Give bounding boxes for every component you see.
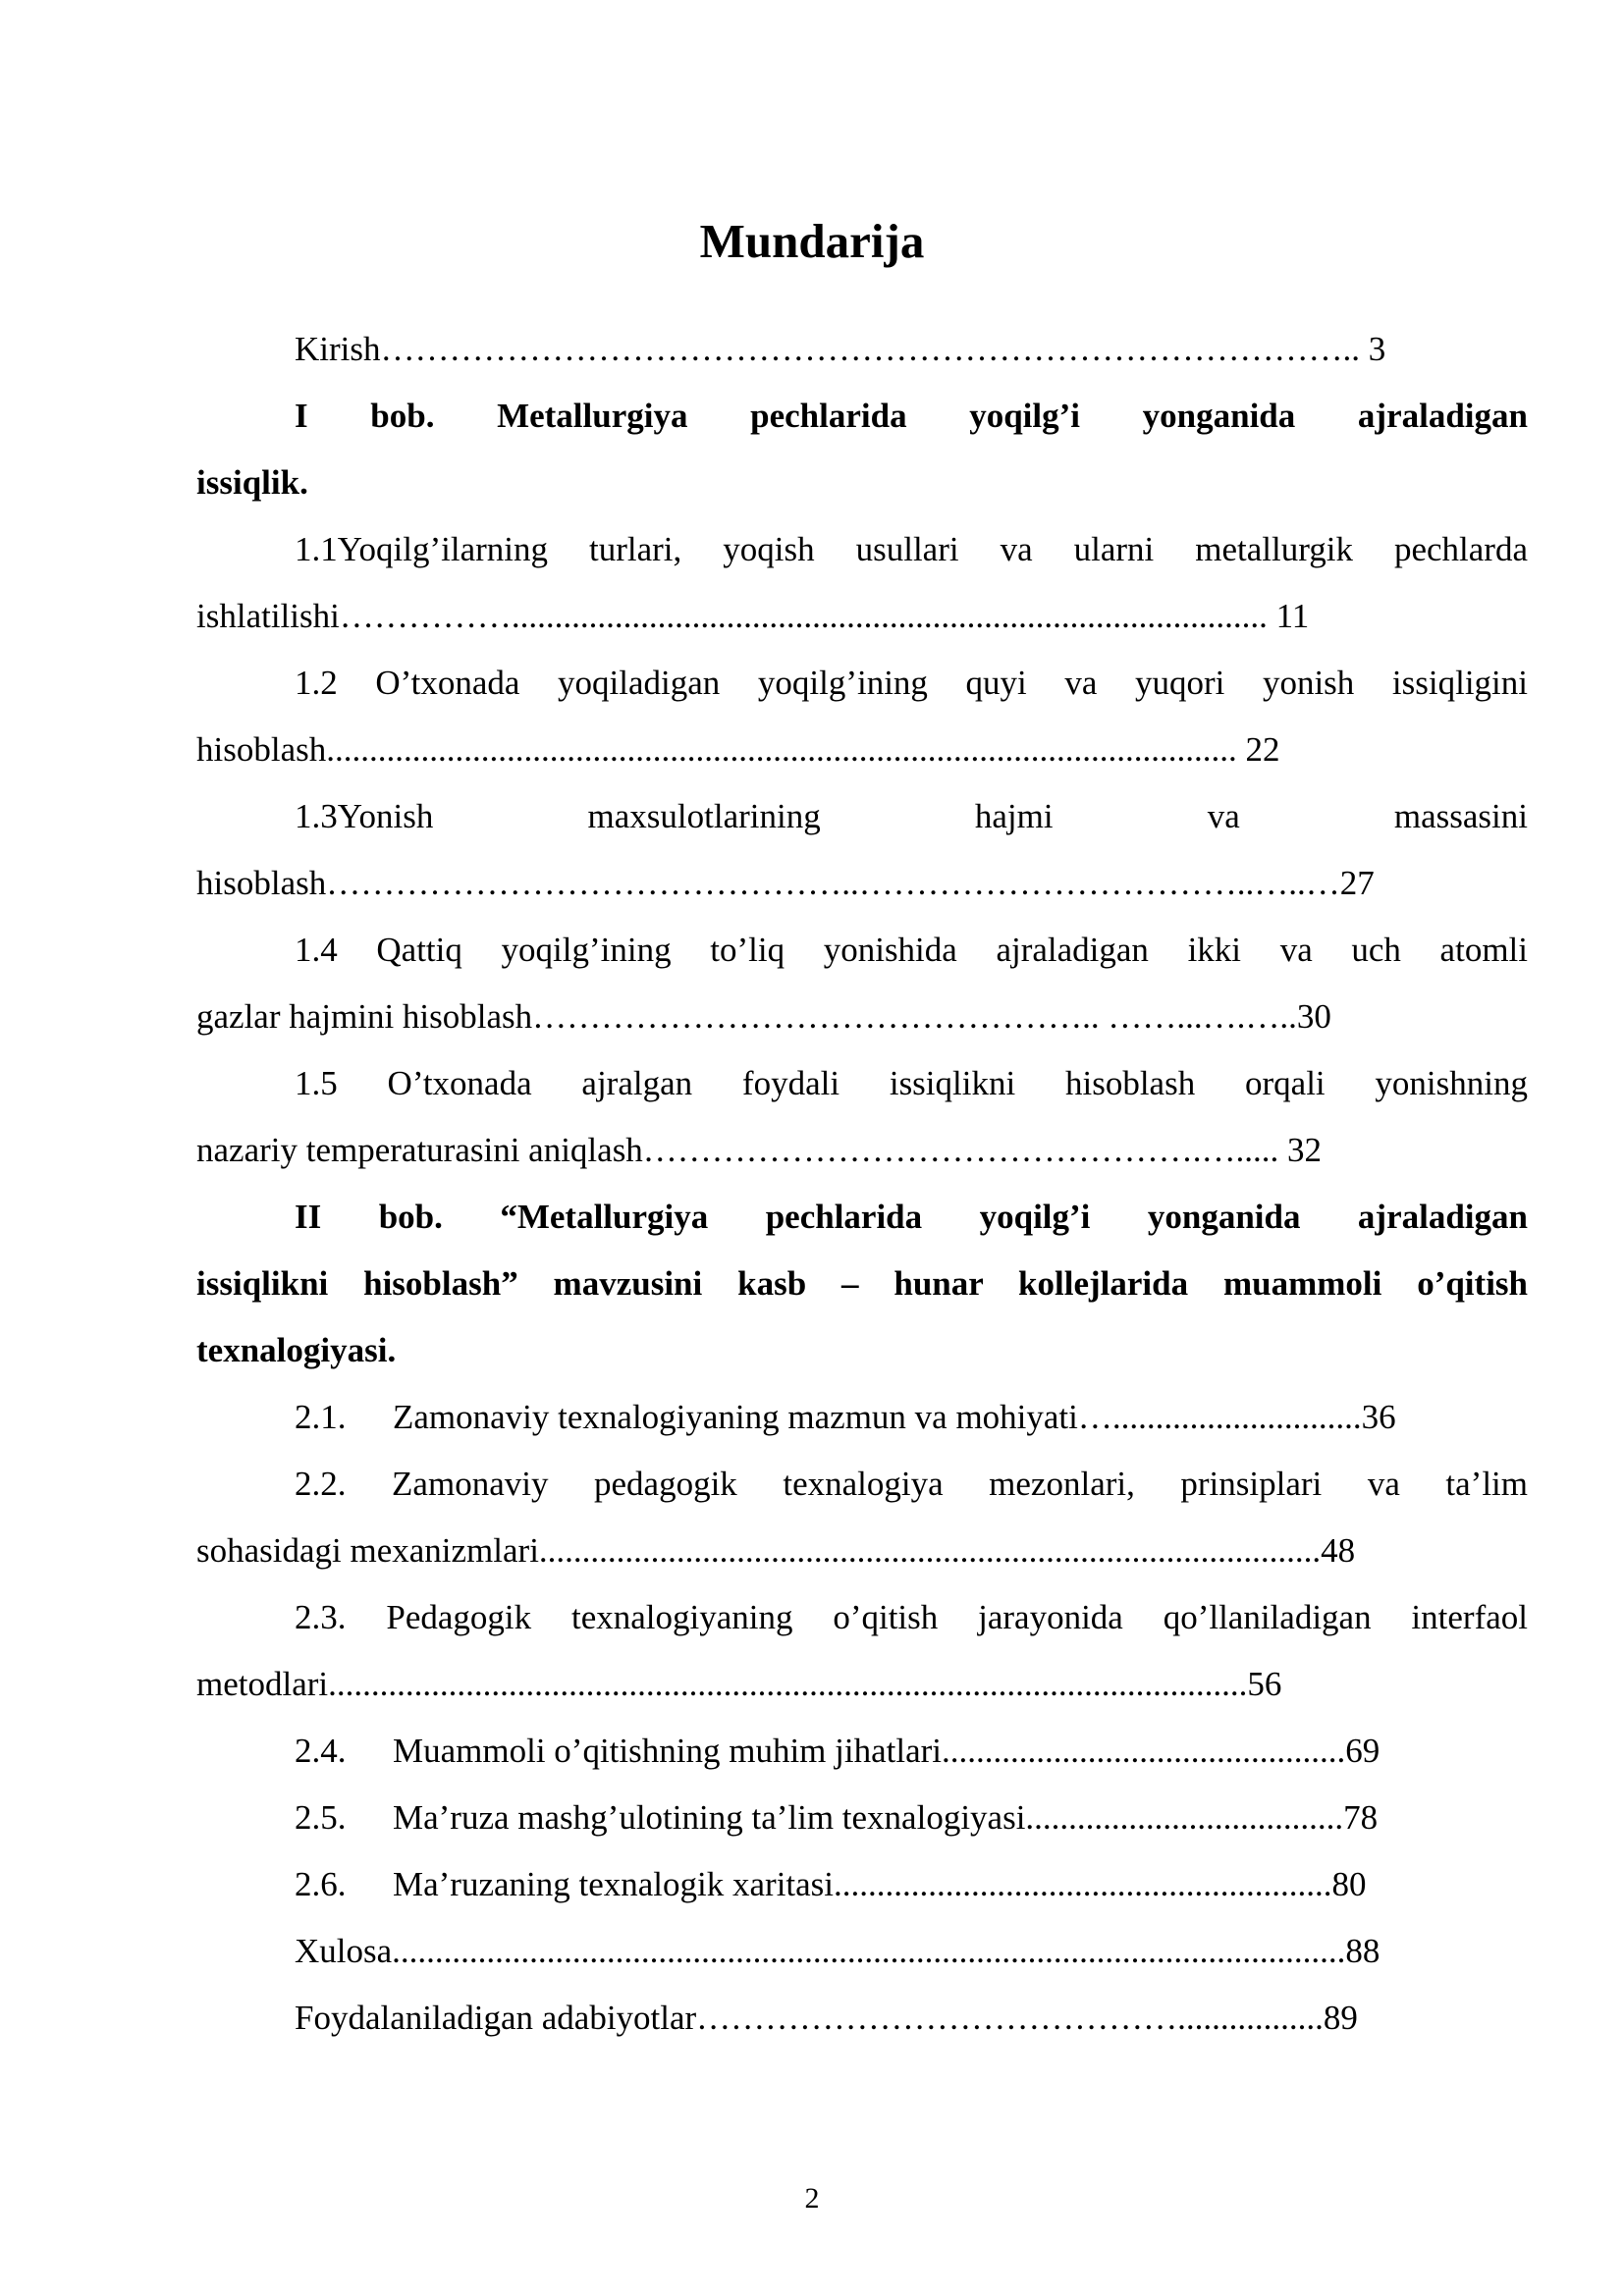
toc-chapter-1-heading: I bob. Metallurgiya pechlarida yoqilg’i yonganida ajraladigan xyxy=(295,397,1528,435)
toc-entry-number: 2.4. xyxy=(295,1732,347,1770)
toc-entry-1-1: 1.1Yoqilg’ilarning turlari, yoqish usullari va ularni metallurgik pechlarda xyxy=(295,530,1528,568)
toc-chapter-1-heading-cont: issiqlik. xyxy=(196,463,308,502)
toc-entry-text: Zamonaviy texnalogiyaning mazmun va mohiyati….............................36 xyxy=(393,1398,1396,1436)
toc-entry-adabiyotlar: Foydalaniladigan adabiyotlar…………………………………….................89 xyxy=(295,1999,1358,2037)
toc-entry-1-3: 1.3Yonish maxsulotlarining hajmi va massasini xyxy=(295,797,1528,835)
table-of-contents xyxy=(196,316,1528,2052)
toc-entry-text: Muammoli o’qitishning muhim jihatlari...............................................69 xyxy=(393,1732,1380,1770)
toc-entry-number: 2.6. xyxy=(295,1865,347,1903)
toc-entry-2-2: 2.2. Zamonaviy pedagogik texnalogiya mezonlari, prinsiplari va ta’lim xyxy=(295,1465,1528,1503)
toc-entry-2-1 xyxy=(295,1384,1528,1451)
toc-chapter-2-heading-cont: issiqlikni hisoblash” mavzusini kasb – hunar kollejlarida muammoli o’qitish xyxy=(196,1264,1528,1303)
toc-entry-text: Ma’ruza mashg’ulotining ta’lim texnalogiyasi.....................................78 xyxy=(393,1798,1379,1837)
toc-chapter-2-heading: II bob. “Metallurgiya pechlarida yoqilg’i yonganida ajraladigan xyxy=(295,1198,1528,1236)
toc-entry-2-3: 2.3. Pedagogik texnalogiyaning o’qitish jarayonida qo’llaniladigan interfaol xyxy=(295,1598,1528,1636)
toc-entry-2-6 xyxy=(295,1851,1528,1918)
page-title: Mundarija xyxy=(699,214,925,268)
toc-entry-text: Ma’ruzaning texnalogik xaritasi..........................................................80 xyxy=(393,1865,1367,1903)
toc-entry-2-4 xyxy=(295,1718,1528,1785)
toc-entry-2-5 xyxy=(295,1785,1528,1851)
toc-entry-xulosa: Xulosa...............................................................................................................88 xyxy=(295,1932,1380,1970)
toc-entry-2-2-cont: sohasidagi mexanizmlari...........................................................................................48 xyxy=(196,1531,1356,1570)
toc-entry-2-3-cont: metodlari...........................................................................................................56 xyxy=(196,1665,1282,1703)
toc-entry-1-4: 1.4 Qattiq yoqilg’ining to’liq yonishida ajraladigan ikki va uch atomli xyxy=(295,931,1528,969)
toc-entry-kirish: Kirish………………………………………………………………………….. 3 xyxy=(295,330,1386,368)
page-number: 2 xyxy=(804,2182,820,2215)
toc-entry-1-5-cont: nazariy temperaturasini aniqlash………………………………………….…..... 32 xyxy=(196,1131,1323,1169)
toc-entry-1-1-cont: ishlatilishi……………........................................................................................ 11 xyxy=(196,597,1310,635)
toc-entry-1-3-cont: hisoblash………………………………………..……………………………..…..…27 xyxy=(196,864,1375,902)
toc-entry-number: 2.5. xyxy=(295,1798,347,1837)
toc-entry-1-2-cont: hisoblash.......................................................................................................... 22 xyxy=(196,730,1280,769)
toc-entry-1-2: 1.2 O’txonada yoqiladigan yoqilg’ining quyi va yuqori yonish issiqligini xyxy=(295,664,1528,702)
toc-entry-number: 2.1. xyxy=(295,1398,347,1436)
toc-entry-1-5: 1.5 O’txonada ajralgan foydali issiqlikni hisoblash orqali yonishning xyxy=(295,1064,1528,1102)
toc-chapter-2-heading-end: texnalogiyasi. xyxy=(196,1331,397,1369)
toc-entry-1-4-cont: gazlar hajmini hisoblash………………………………………….. ……...….…..30 xyxy=(196,997,1331,1036)
